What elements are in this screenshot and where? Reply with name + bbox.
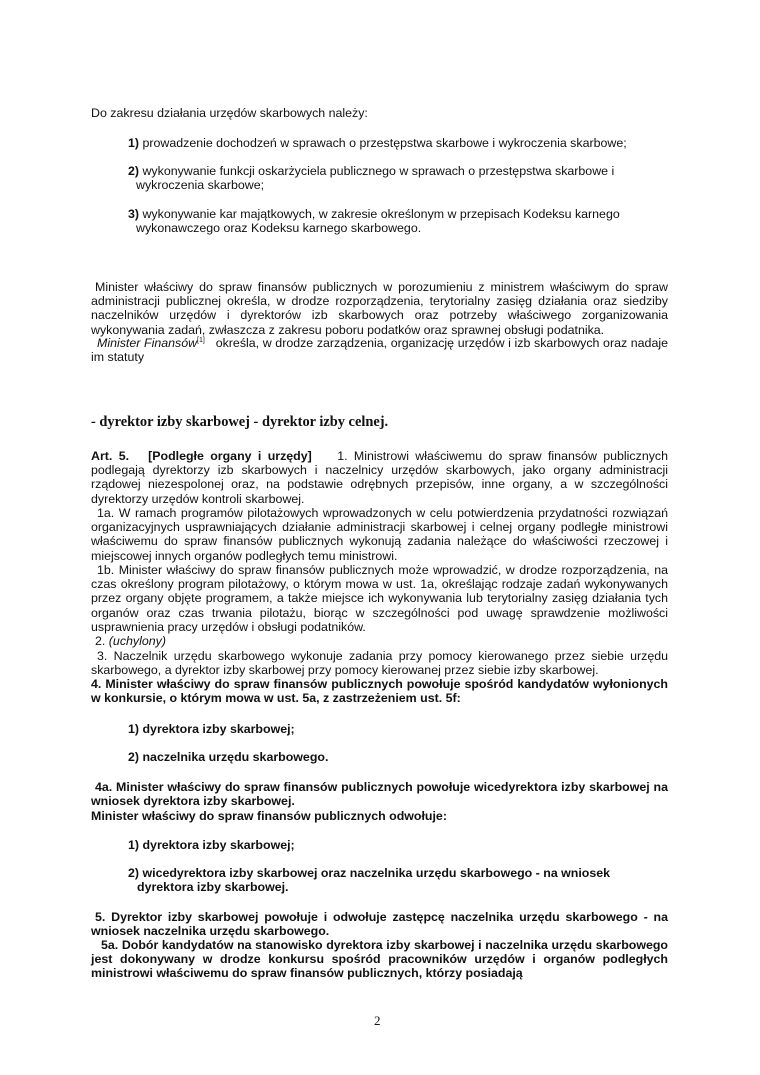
art5-p1b: 1b. Minister właściwy do spraw finansów publicznych może wprowadzić, w drodze rozporządzenia, na czas określony program pilotażowy, o którym mowa w ust. 1a, określając rodzaje zadań wykonywanych przez organy objęte programem, a także miejsce ich wykonywania lub terytorialny zasięg działania tych organów oraz czas trwania pilotażu, biorąc w szczególności pod uwagę sprawdzenie możliwości usprawnienia pracy urzędów i obsługi podatników. (91, 563, 668, 634)
list-text: prowadzenie dochodzeń w sprawach o przestępstwa skarbowe i wykroczenia skarbowe; (142, 136, 627, 150)
list-text: wykonywanie kar majątkowych, w zakresie określonym w przepisach Kodeksu karnego (142, 207, 620, 221)
art5-p4: 4. Minister właściwy do spraw finansów publicznych powołuje spośród kandydatów wyłonionych w konkursie, o którym mowa w ust. 5a, z zastrzeżeniem ust. 5f: (91, 677, 668, 706)
article-title: [Podległe organy i urzędy] (148, 449, 312, 463)
list-text: naczelnika urzędu skarbowego. (142, 750, 329, 764)
art5-p1a: 1a. W ramach programów pilotażowych wprowadzonych w celu potwierdzenia przydatności rozwiązań organizacyjnych usprawniających działanie administracji skarbowej i celnej organy podległe ministrowi właściwemu do spraw finansów publicznych wykonują zadania należące do właściwości rzeczowej i miejscowej innych organów podległych temu ministrowi. (91, 506, 668, 563)
art5-p4a: 4a. Minister właściwy do spraw finansów publicznych powołuje wicedyrektora izby skarbowej na wniosek dyrektora izby skarbowej. (91, 780, 668, 809)
footnote-ref[interactable]: [1] (197, 336, 205, 344)
list-text: wicedyrektora izby skarbowej oraz naczelnika urzędu skarbowego - na wniosek (142, 866, 611, 880)
p2-num: 2. (95, 634, 106, 648)
list-text: wykonywanie funkcji oskarżyciela publicznego w sprawach o przestępstwa skarbowe i (142, 164, 615, 178)
list-text: dyrektora izby skarbowej; (142, 722, 295, 736)
minister-finansow-text: określa, w drodze zarządzenia, organizację urzędów i izb skarbowych oraz nadaje im statuty (91, 336, 668, 365)
list-text-cont: dyrektora izby skarbowej. (137, 880, 289, 895)
list-item (128, 722, 295, 736)
list-number: 2) (128, 164, 140, 178)
list-text-cont: wykroczenia skarbowe; (136, 178, 265, 193)
list-item (128, 866, 610, 894)
list-number: 1) (128, 838, 140, 852)
art5-p2 (91, 634, 668, 648)
p2-text: (uchylony) (108, 634, 166, 648)
art5-p5: 5. Dyrektor izby skarbowej powołuje i odwołuje zastępcę naczelnika urzędu skarbowego - na wniosek naczelnika urzędu skarbowego. (91, 910, 668, 939)
list-item (128, 207, 688, 235)
minister-finansow-label: Minister Finansów (97, 336, 198, 350)
art5-p1 (91, 449, 668, 506)
list-number: 1) (128, 722, 140, 736)
article-p1-text: 1. Ministrowi właściwemu do spraw finansów publicznych podlegają dyrektorzy izb skarbowych i naczelnicy urzędów skarbowych, jako organy administracji rządowej niezespolonej oraz, na podstawie odrębnych przepisów, inne organy, a w szczególności dyrektorzy urzędów kontroli skarbowej. (91, 449, 668, 506)
list-text: dyrektora izby skarbowej; (142, 838, 295, 852)
page-number: 2 (374, 1013, 381, 1028)
list-item (128, 838, 295, 852)
art5-p5a: 5a. Dobór kandydatów na stanowisko dyrektora izby skarbowej i naczelnika urzędu skarbowego jest dokonywany w drodze konkursu spośród pracowników urzędów i organów podległych ministrowi właściwemu do spraw finansów publicznych, którzy posiadają (91, 938, 668, 981)
list-item (128, 164, 688, 192)
list-number: 2) (128, 750, 140, 764)
list-item (128, 750, 328, 764)
list-item (128, 136, 688, 150)
list-text-cont: wykonawczego oraz Kodeksu karnego skarbowego. (136, 221, 422, 236)
intro-text: Do zakresu działania urzędów skarbowych należy: (91, 106, 368, 120)
minister-finansow-paragraph (91, 336, 668, 364)
art5-p4a-second: Minister właściwy do spraw finansów publicznych odwołuje: (91, 809, 447, 823)
minister-paragraph: Minister właściwy do spraw finansów publicznych w porozumieniu z ministrem właściwym do spraw administracji publicznej określa, w drodze rozporządzenia, terytorialny zasięg działania oraz siedziby naczelników urzędów i dyrektorów izb skarbowych oraz potrzeby właściwego zorganizowania wykonywania zadań, zwłaszcza z zakresu poboru podatków oraz sprawnej obsługi podatnika. (91, 280, 668, 337)
section-heading: - dyrektor izby skarbowej - dyrektor izby celnej. (91, 414, 389, 430)
art5-p3: 3. Naczelnik urzędu skarbowego wykonuje zadania przy pomocy kierowanego przez siebie urzędu skarbowego, a dyrektor izby skarbowej przy pomocy kierowanej przez siebie izby skarbowej. (91, 649, 668, 678)
list-number: 1) (128, 136, 140, 150)
article-label: Art. 5. (91, 449, 130, 463)
list-number: 3) (128, 207, 140, 221)
list-number: 2) (128, 866, 140, 880)
